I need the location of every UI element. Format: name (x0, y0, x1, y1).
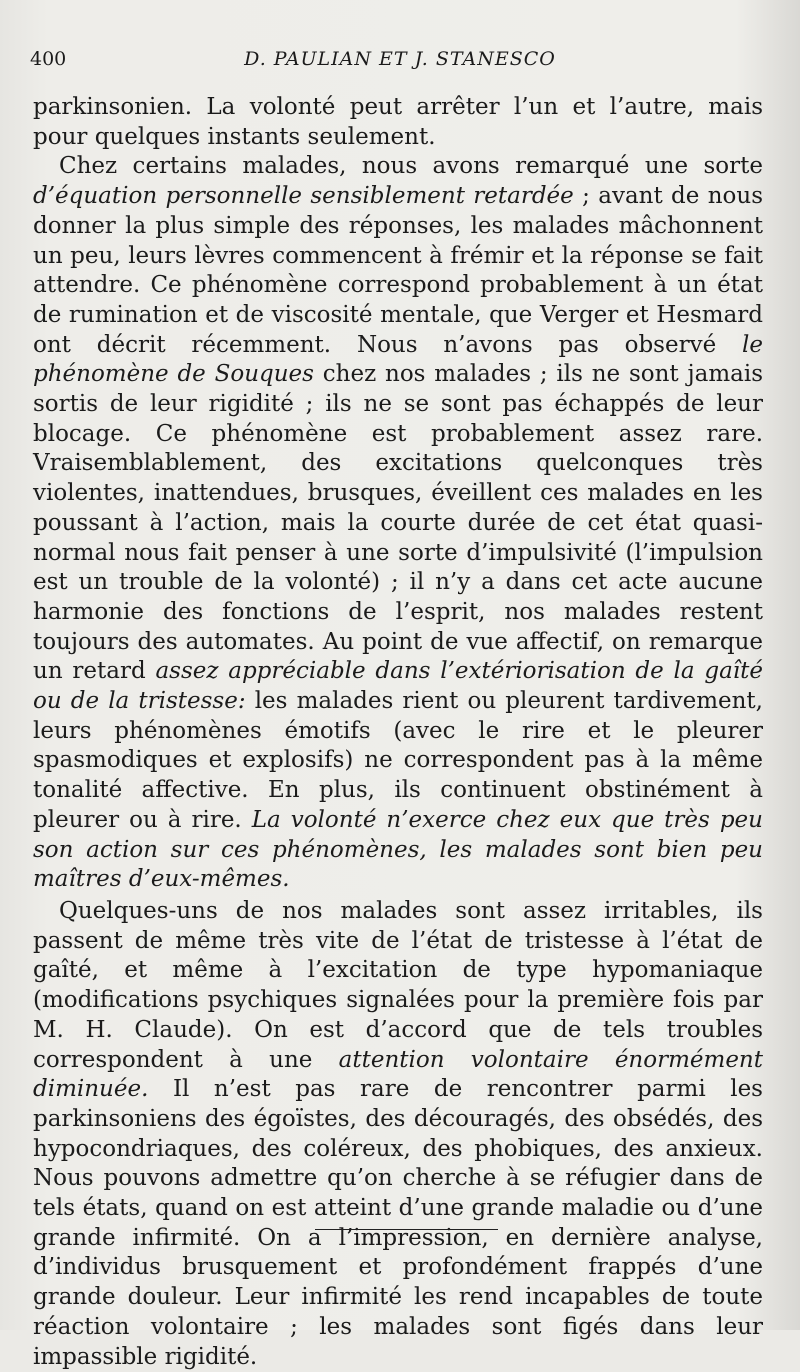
paragraph-3 (33, 897, 763, 1372)
paragraph-1-text: parkinsonien. La volonté peut arrêter l’un et l’autre, mais pour quelques instants seulement. (33, 94, 763, 150)
paragraph-2 (33, 152, 763, 895)
p2-italic-1: d’équation personnelle sensiblement retardée (33, 183, 574, 210)
p3-text-2: Il n’est pas rare de rencontrer parmi les parkinsoniens des égoïstes, des découragés, des obsédés, des hypocondriaques, des coléreux, des phobiques, des anxieux. Nous pouvons admettre qu’on cherche à se réfugier dans de tels états, quand on est atteint d’une grande maladie ou d’une grande infirmité. On a l’impression, en dernière analyse, d’individus brusquement et profondément frappés d’une grande douleur. Leur infirmité les rend incapables de toute réaction volontaire ; les malades sont figés dans leur impassible rigidité. (33, 1076, 763, 1370)
page-header (30, 48, 770, 74)
p2-text-3: chez nos malades ; ils ne sont jamais sortis de leur rigidité ; ils ne se sont pas échappés de leur blocage. Ce phénomène est probablement assez rare. Vraisemblablement, des excitations quelconques très violentes, inattendues, brusques, éveillent ces malades en les poussant à l’action, mais la courte durée de cet état quasi-normal nous fait penser à une sorte d’impulsivité (l’impulsion est un trouble de la volonté) ; il n’y a dans cet acte aucune harmonie des fonctions de l’esprit, nos malades restent toujours des automates. Au point de vue affectif, on remarque un retard (33, 361, 763, 685)
body-text (33, 93, 763, 1372)
p3-italic-1: attention volontaire énormément diminuée. (33, 1046, 763, 1103)
p2-text-4: les malades rient ou pleurent tardivement, leurs phénomènes émotifs (avec le rire et le pleurer spasmodiques et explosifs) ne correspondent pas à la même tonalité affective. En plus, ils continuent obstinément à pleurer ou à rire. (33, 688, 763, 833)
p3-text-1: Quelques-uns de nos malades sont assez irritables, ils passent de même très vite de l’état de tristesse à l’état de gaîté, et même à l’excitation de type hypomaniaque (modifications psychiques signalées pour la première fois par M. H. Claude). On est d’accord que de tels troubles correspondent à une (33, 897, 763, 1073)
section-divider (315, 1229, 498, 1230)
running-title: D. PAULIAN ET J. STANESCO (244, 48, 556, 70)
p2-italic-3: assez appréciable dans l’extériorisation de la gaîté ou de la tristesse: (33, 658, 763, 715)
p2-italic-4: La volonté n’exerce chez eux que très peu son action sur ces phénomènes, les malades sont bien peu maîtres d’eux-mêmes. (33, 806, 763, 893)
p2-italic-2: le phénomène de Souques (33, 331, 763, 388)
p2-text-2: ; avant de nous donner la plus simple des réponses, les malades mâchonnent un peu, leurs lèvres commencent à frémir et la réponse se fait attendre. Ce phénomène correspond probablement à un état de rumination et de viscosité mentale, que Verger et Hesmard ont décrit récemment. Nous n’avons pas observé (33, 183, 764, 358)
p2-text-1: Chez certains malades, nous avons remarqué une sorte (59, 153, 763, 180)
page-number: 400 (30, 48, 67, 70)
paragraph-1 (33, 93, 763, 152)
